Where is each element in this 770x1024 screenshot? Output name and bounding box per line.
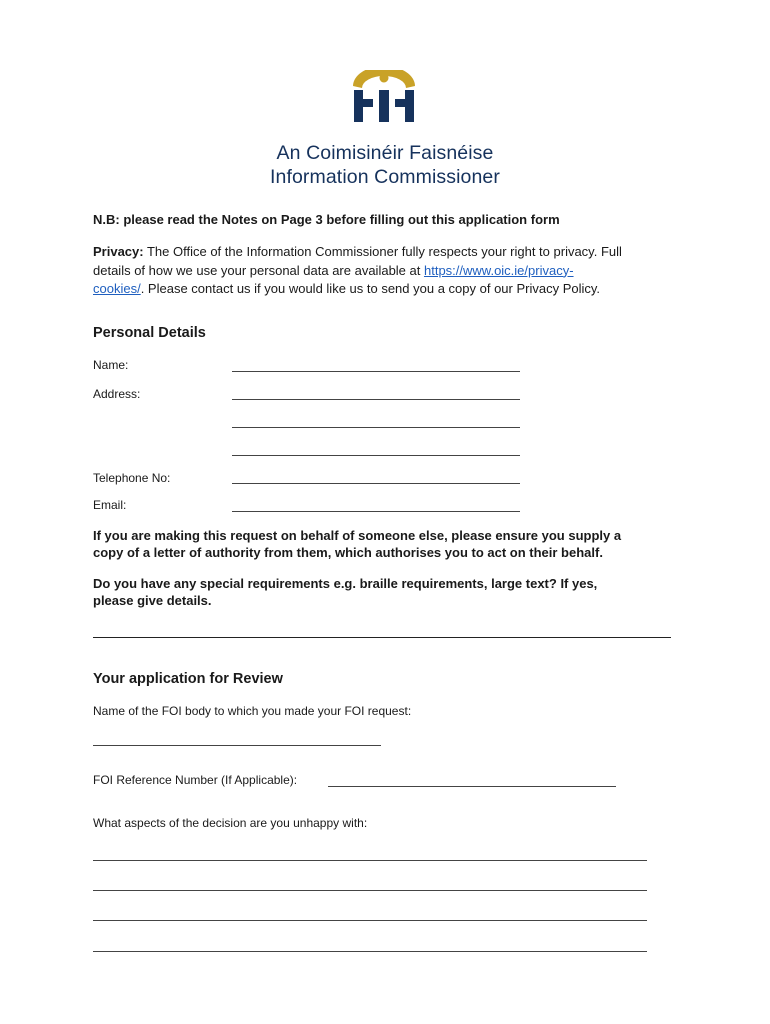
aspects-field-line2[interactable]	[93, 890, 647, 891]
foi-body-label: Name of the FOI body to which you made your FOI request:	[93, 704, 412, 718]
privacy-text-line3: . Please contact us if you would like us to send you a copy of our Privacy Policy.	[140, 281, 601, 296]
oic-logo-icon	[349, 70, 419, 125]
telephone-label: Telephone No:	[93, 471, 171, 485]
address-field-line3[interactable]	[232, 455, 520, 456]
foi-body-field[interactable]	[93, 745, 381, 746]
privacy-statement	[93, 243, 693, 299]
special-requirements-question	[93, 575, 693, 609]
foi-reference-label: FOI Reference Number (If Applicable):	[93, 773, 298, 787]
aspects-field-line3[interactable]	[93, 920, 647, 921]
org-name-irish: An Coimisinéir Faisnéise	[276, 142, 494, 164]
personal-details-heading: Personal Details	[93, 325, 206, 341]
aspects-field-line1[interactable]	[93, 860, 647, 861]
privacy-text-line1: The Office of the Information Commissioner fully respects your right to privacy. Full	[143, 244, 622, 259]
privacy-label: Privacy:	[93, 244, 144, 259]
address-label: Address:	[93, 387, 141, 401]
name-label: Name:	[93, 358, 129, 372]
org-name-english: Information Commissioner	[270, 166, 500, 188]
behalf-notice-line2: copy of a letter of authority from them, which authorises you to act on their behalf.	[93, 545, 603, 560]
email-field[interactable]	[232, 511, 520, 512]
aspects-field-line4[interactable]	[93, 951, 647, 952]
special-requirements-line1: Do you have any special requirements e.g. braille requirements, large text? If yes,	[93, 576, 598, 591]
address-field-line2[interactable]	[232, 427, 520, 428]
review-heading: Your application for Review	[93, 671, 283, 687]
telephone-field[interactable]	[232, 483, 520, 484]
name-field[interactable]	[232, 371, 520, 372]
foi-reference-field[interactable]	[328, 786, 616, 787]
privacy-link[interactable]: https://www.oic.ie/privacy-	[423, 262, 574, 278]
notes-instruction: N.B: please read the Notes on Page 3 before filling out this application form	[93, 212, 560, 227]
logo	[0, 70, 770, 130]
special-requirements-field[interactable]	[93, 637, 671, 638]
privacy-link-continued[interactable]: cookies/	[93, 281, 141, 296]
special-requirements-line2: please give details.	[93, 593, 212, 608]
privacy-text-line2: details of how we use your personal data are available at	[93, 262, 424, 278]
behalf-notice	[93, 527, 693, 561]
email-label: Email:	[93, 498, 127, 512]
behalf-notice-line1: If you are making this request on behalf of someone else, please ensure you supply a	[93, 528, 622, 543]
address-field-line1[interactable]	[232, 399, 520, 400]
aspects-label: What aspects of the decision are you unhappy with:	[93, 816, 368, 830]
